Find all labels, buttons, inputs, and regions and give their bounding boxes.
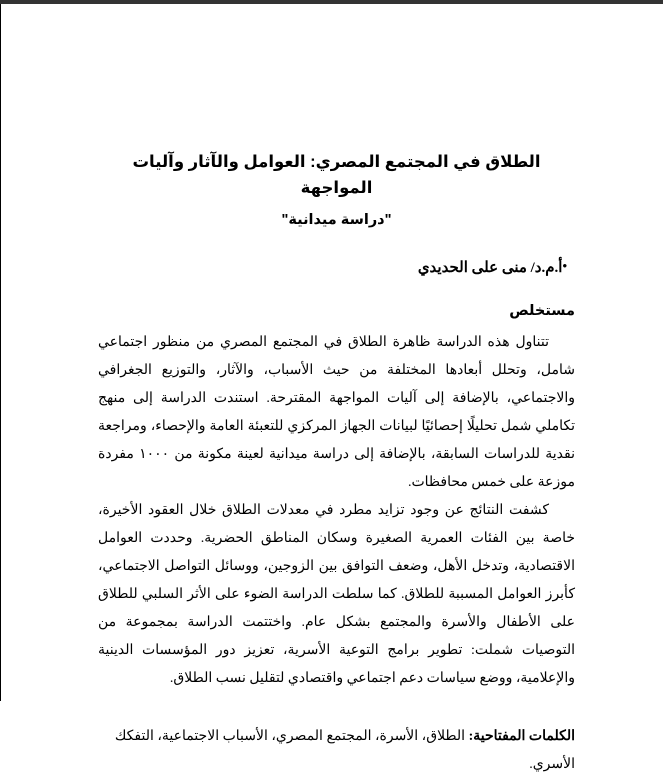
author-byline: [98, 258, 575, 277]
page-title: الطلاق في المجتمع المصري: العوامل والآثار وآليات المواجهة: [132, 153, 541, 197]
abstract-body: [98, 329, 575, 693]
keywords-label: الكلمات المفتاحية:: [468, 728, 575, 744]
keywords-values: الطلاق، الأسرة، المجتمع المصري، الأسباب الاجتماعية، التفكك الأسري.: [114, 728, 575, 772]
abstract-paragraph: كشفت النتائج عن وجود تزايد مطرد في معدلات الطلاق خلال العقود الأخيرة، خاصة بين الفئات العمرية الصغيرة وسكان المناطق الحضرية. وحددت العوامل الاقتصادية، وتدخل الأهل، وضعف التوافق بين الزوجين، ووسائل التواصل الاجتماعي، كأبرز العوامل المسببة للطلاق. كما سلطت الدراسة الضوء على الأثر السلبي للطلاق على الأطفال والأسرة والمجتمع بشكل عام. واختتمت الدراسة بمجموعة من التوصيات شملت: تطوير برامج التوعية الأسرية، تعزيز دور المؤسسات الدينية والإعلامية، ووضع سياسات دعم اجتماعي واقتصادي لتقليل نسب الطلاق.: [98, 502, 575, 686]
viewer-toolbar: [0, 0, 663, 4]
page-subtitle: "دراسة ميدانية": [281, 212, 392, 229]
document-text-frame: [98, 150, 575, 779]
author-name: أ.م.د/ منى على الحديدي: [417, 259, 563, 276]
keywords-line: [98, 723, 575, 779]
abstract-heading: مستخلص: [509, 302, 575, 319]
footnote-marker-icon: •: [562, 257, 567, 273]
document-page: [0, 4, 663, 772]
abstract-paragraph: تتناول هذه الدراسة ظاهرة الطلاق في المجتمع المصري من منظور اجتماعي شامل، وتحلل أبعادها المختلفة من حيث الأسباب، والآثار، والتوزيع الجغرافي والاجتماعي، بالإضافة إلى آليات المواجهة المقترحة. استندت الدراسة إلى منهج تكاملي شمل تحليلًا إحصائيًا لبيانات الجهاز المركزي للتعبئة العامة والإحصاء، ومراجعة نقدية للدراسات السابقة، بالإضافة إلى دراسة ميدانية لعينة مكونة من ١٠٠٠ مفردة موزعة على خمس محافظات.: [98, 334, 576, 490]
